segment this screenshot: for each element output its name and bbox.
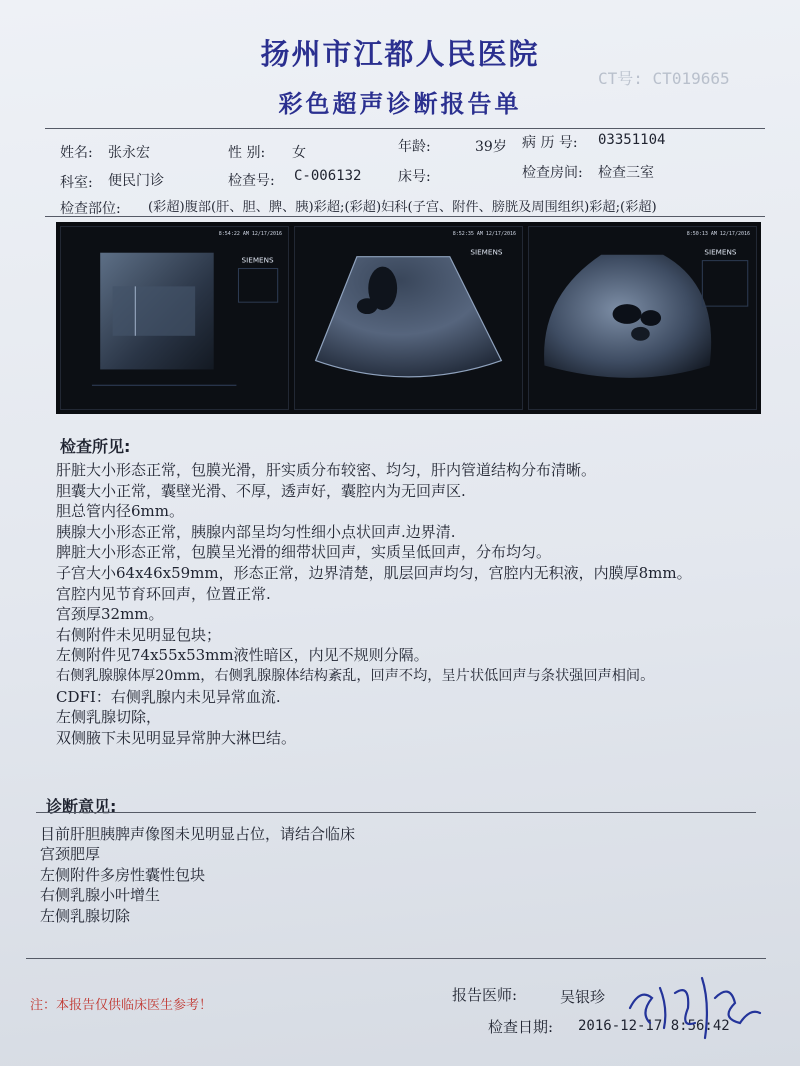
header-rule [45,128,765,129]
exam-part: (彩超)腹部(肝、胆、脾、胰)彩超;(彩超)妇科(子宫、附件、膀胱及周围组织)彩超;(彩超) [148,200,657,215]
disclaimer-note: 注：本报告仅供临床医生参考！ [30,998,213,1013]
diagnosis-body [40,824,355,926]
ultrasound-image-2 [294,226,523,410]
report-title: 彩色超声诊断报告单 [278,90,522,118]
patient-age: 39岁 [475,139,507,155]
exam-room: 检查三室 [598,165,654,181]
bed-label: 床号: [398,169,431,185]
diagnosis-rule-top [36,812,756,813]
info-rule [45,216,765,217]
ultrasound-image-strip [56,222,761,414]
findings-heading: 检查所见: [60,437,131,456]
doctor-signature [620,968,770,1048]
image-1-timestamp: 8:54:22 AM 12/17/2016 [218,231,282,237]
finding-line: 右侧附件未见明显包块； [56,625,222,644]
diagnosis-heading: 诊断意见: [46,797,117,816]
doctor-label: 报告医师: [452,986,518,1004]
exam-part-label: 检查部位: [60,201,121,217]
finding-line: 肝脏大小形态正常，包膜光滑，肝实质分布较密、均匀，肝内管道结构分布清晰。 [56,461,597,479]
exam-number: C-006132 [294,168,362,184]
diagnosis-line: 目前肝胆胰脾声像图未见明显占位，请结合临床 [40,825,356,843]
exam-date: 2016-12-17 8:56:42 [578,1018,730,1034]
patient-name: 张永宏 [108,145,150,161]
exam-no-label: 检查号: [228,173,275,189]
diagnosis-line: 左侧乳腺切除 [40,906,131,925]
image-1-scan [61,227,288,409]
finding-line: 胆总管内径6mm。 [56,502,184,521]
finding-line: 右侧乳腺腺体厚20mm，右侧乳腺腺体结构紊乱，回声不均，呈片状低回声与条状强回声相间。 [56,667,655,684]
hospital-name: 扬州市江都人民医院 [260,37,540,71]
age-label: 年龄: [398,139,431,155]
room-label: 检查房间: [522,165,583,181]
finding-line: CDFI：右侧乳腺内未见异常血流. [56,687,281,706]
sex-label: 性 别: [228,145,266,161]
diagnosis-line: 左侧附件多房性囊性包块 [40,865,206,884]
image-3-scan [529,227,756,409]
footer-rule [26,958,766,959]
ct-number-ghost: CT号: CT019665 [598,69,730,88]
record-label: 病 历 号: [522,135,578,151]
image-3-timestamp: 8:50:13 AM 12/17/2016 [686,231,750,237]
finding-line: 胆囊大小正常，囊壁光滑、不厚，透声好，囊腔内为无回声区. [56,481,466,500]
finding-line: 宫颈厚32mm。 [56,605,164,624]
report-doctor: 吴银珍 [560,988,606,1006]
svg-text:SIEMENS: SIEMENS [704,247,737,257]
record-number: 03351104 [598,132,666,148]
dept-label: 科室: [60,175,93,191]
ultrasound-image-3 [528,226,757,410]
ultrasound-image-1 [60,226,289,410]
image-2-timestamp: 8:52:35 AM 12/17/2016 [452,231,516,237]
finding-line: 双侧腋下未见明显异常肿大淋巴结。 [56,728,297,747]
finding-line: 子宫大小64x46x59mm，形态正常，边界清楚，肌层回声均匀，宫腔内无积液，内膜厚8mm。 [56,563,692,582]
exam-date-label: 检查日期: [488,1018,554,1036]
patient-sex: 女 [292,145,306,161]
finding-line: 左侧乳腺切除， [56,708,162,727]
patient-dept: 便民门诊 [108,173,164,189]
finding-line: 胰腺大小形态正常，胰腺内部呈均匀性细小点状回声.边界清. [56,522,456,541]
image-2-scan [295,227,522,409]
finding-line: 脾脏大小形态正常，包膜呈光滑的细带状回声，实质呈低回声，分布均匀。 [56,543,552,562]
svg-text:SIEMENS: SIEMENS [470,247,503,257]
finding-line: 宫腔内见节育环回声，位置正常. [56,584,271,603]
findings-body [56,460,692,748]
diagnosis-line: 右侧乳腺小叶增生 [40,886,161,905]
finding-line: 左侧附件见74x55x53mm液性暗区，内见不规则分隔。 [56,646,429,665]
diagnosis-line: 宫颈肥厚 [40,845,101,864]
svg-text:SIEMENS: SIEMENS [241,255,274,265]
name-label: 姓名: [60,145,93,161]
